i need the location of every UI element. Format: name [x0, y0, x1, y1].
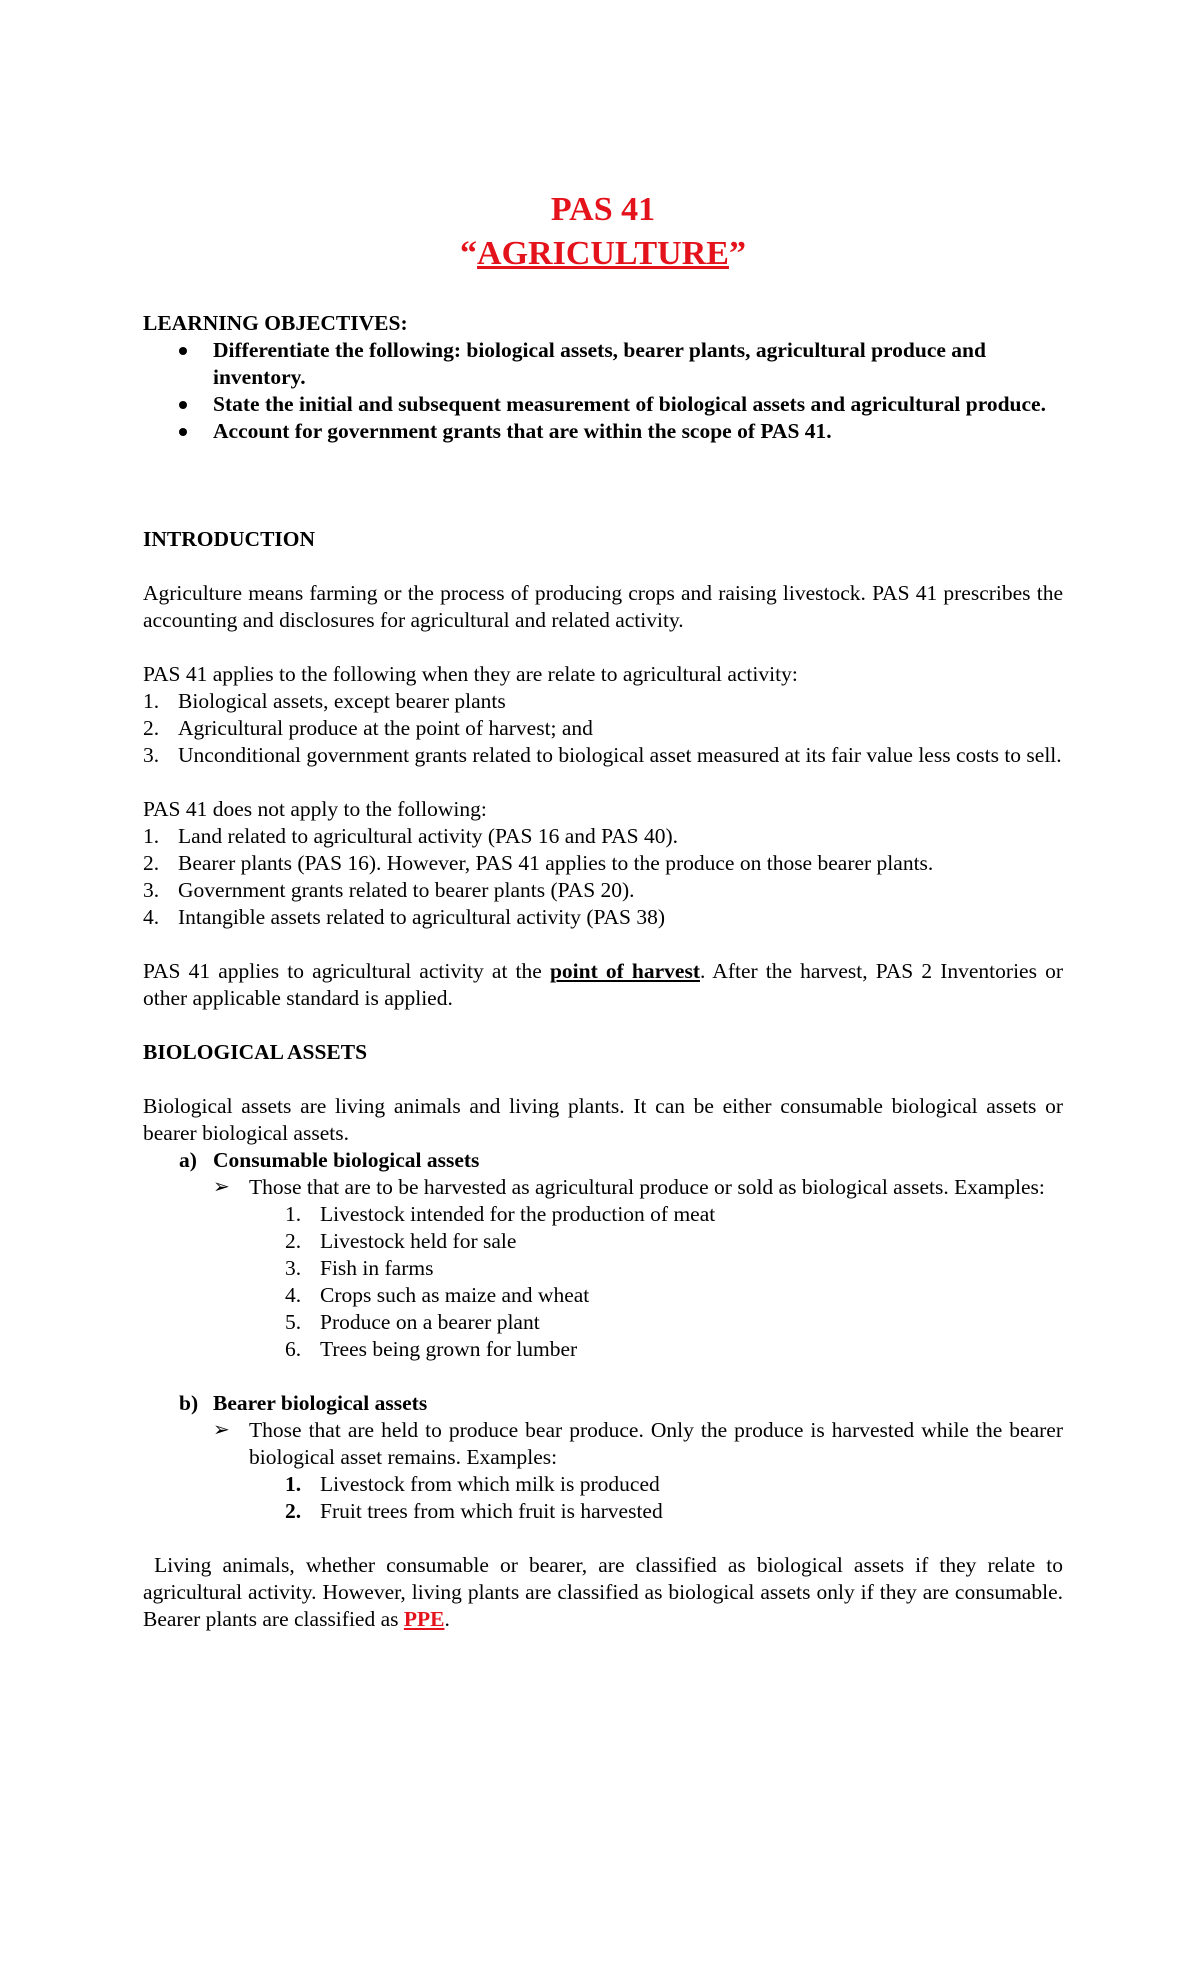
consumable-heading [143, 1147, 1063, 1174]
list-item [143, 877, 1063, 904]
list-item [143, 1498, 1063, 1525]
title-open-quote: “ [460, 235, 478, 272]
list-text: Bearer plants (PAS 16). However, PAS 41 applies to the produce on those bearer plants. [178, 851, 934, 875]
title-line-1: PAS 41 [550, 191, 656, 228]
list-text: Crops such as maize and wheat [320, 1283, 590, 1307]
list-text: Livestock held for sale [320, 1229, 517, 1253]
harvest-paragraph [143, 958, 1063, 1012]
bearer-heading [143, 1390, 1063, 1417]
bullet-icon [179, 428, 187, 436]
sub-letter: a) [179, 1148, 197, 1172]
list-item [143, 1336, 1063, 1363]
sub-letter: b) [179, 1391, 199, 1415]
list-number: 1. [285, 1202, 302, 1226]
list-number: 4. [143, 905, 160, 929]
list-item [143, 715, 1063, 742]
objective-text: State the initial and subsequent measurement of biological assets and agricultural produce. [213, 392, 1046, 416]
closing-paragraph [143, 1552, 1069, 1633]
list-number: 1. [285, 1472, 302, 1496]
list-number: 4. [285, 1283, 302, 1307]
harvest-text-post: . After the harvest, PAS 2 Inventories or other applicable standard is applied. [143, 959, 1063, 1010]
applies-list [143, 688, 1063, 769]
closing-text-post: . [444, 1607, 450, 1631]
list-number: 1. [143, 824, 160, 848]
bullet-icon [179, 401, 187, 409]
closing-keyword: PPE [403, 1607, 445, 1631]
list-item [143, 850, 1063, 877]
list-text: Biological assets, except bearer plants [178, 689, 506, 713]
list-text: Fish in farms [320, 1256, 434, 1280]
list-text: Produce on a bearer plant [320, 1310, 540, 1334]
harvest-text-pre: PAS 41 applies to agricultural activity at the [143, 959, 550, 983]
list-text: Unconditional government grants related to biological asset measured at its fair value less costs to sell. [178, 743, 1062, 767]
list-text: Agricultural produce at the point of harvest; and [178, 716, 593, 740]
introduction-paragraph: Agriculture means farming or the process of producing crops and raising livestock. PAS 41 prescribes the accounting and disclosures for agricultural and related activity. [143, 581, 1063, 632]
list-item [143, 1228, 1063, 1255]
list-item [143, 1255, 1063, 1282]
document-title [143, 188, 1063, 276]
objectives-list [143, 337, 1063, 445]
harvest-keyword: point of harvest [549, 959, 700, 983]
list-number: 2. [143, 851, 160, 875]
biological-assets-heading: BIOLOGICAL ASSETS [143, 1040, 368, 1064]
list-number: 5. [285, 1310, 302, 1334]
list-item [143, 742, 1063, 769]
list-text: Government grants related to bearer plants (PAS 20). [178, 878, 635, 902]
applies-intro: PAS 41 applies to the following when they are relate to agricultural activity: [143, 662, 798, 686]
list-item [143, 1471, 1063, 1498]
list-item [143, 688, 1063, 715]
list-number: 1. [143, 689, 160, 713]
list-number: 6. [285, 1337, 302, 1361]
objective-text: Differentiate the following: biological assets, bearer plants, agricultural produce and inventory. [213, 338, 986, 389]
objective-item [143, 391, 1063, 418]
list-text: Trees being grown for lumber [320, 1337, 578, 1361]
list-text: Land related to agricultural activity (PAS 16 and PAS 40). [178, 824, 679, 848]
closing-text-pre: Living animals, whether consumable or bearer, are classified as biological assets if they relate to agricultural activity. However, living plants are classified as biological assets only if they are consumable. Bearer plants are classified as [143, 1553, 1069, 1631]
title-line-2 [143, 232, 1063, 276]
objective-item [143, 337, 1063, 391]
biological-assets-paragraph: Biological assets are living animals and living plants. It can be either consumable biological assets or bearer biological assets. [143, 1094, 1063, 1145]
arrow-text: Those that are to be harvested as agricultural produce or sold as biological assets. Examples: [249, 1175, 1045, 1199]
list-text: Intangible assets related to agricultural activity (PAS 38) [178, 905, 666, 929]
objective-text: Account for government grants that are within the scope of PAS 41. [213, 419, 832, 443]
sub-title: Consumable biological assets [213, 1148, 480, 1172]
consumable-description [143, 1174, 1063, 1201]
objectives-heading: LEARNING OBJECTIVES: [143, 311, 408, 335]
title-word: AGRICULTURE [477, 235, 729, 272]
list-number: 2. [285, 1499, 302, 1523]
bearer-examples [143, 1471, 1063, 1525]
list-item [143, 1282, 1063, 1309]
list-item [143, 904, 1063, 931]
sub-title: Bearer biological assets [213, 1391, 428, 1415]
list-number: 2. [143, 716, 160, 740]
objective-item [143, 418, 1063, 445]
list-text: Fruit trees from which fruit is harvested [320, 1499, 663, 1523]
list-number: 2. [285, 1229, 302, 1253]
arrow-bullet-icon: ➢ [213, 1419, 230, 1441]
not-apply-list [143, 823, 1063, 931]
list-item [143, 1309, 1063, 1336]
arrow-bullet-icon: ➢ [213, 1176, 230, 1198]
bearer-description [143, 1417, 1063, 1471]
title-close-quote: ” [728, 235, 746, 272]
arrow-text: Those that are held to produce bear produce. Only the produce is harvested while the bearer biological asset remains. Examples: [249, 1418, 1063, 1469]
bullet-icon [179, 347, 187, 355]
list-item [143, 823, 1063, 850]
list-text: Livestock intended for the production of meat [320, 1202, 716, 1226]
document-page [143, 188, 1069, 1633]
list-number: 3. [285, 1256, 302, 1280]
list-number: 3. [143, 878, 160, 902]
list-text: Livestock from which milk is produced [320, 1472, 660, 1496]
list-item [143, 1201, 1063, 1228]
consumable-examples [143, 1201, 1063, 1363]
not-apply-intro: PAS 41 does not apply to the following: [143, 797, 487, 821]
list-number: 3. [143, 743, 160, 767]
introduction-heading: INTRODUCTION [143, 527, 316, 551]
